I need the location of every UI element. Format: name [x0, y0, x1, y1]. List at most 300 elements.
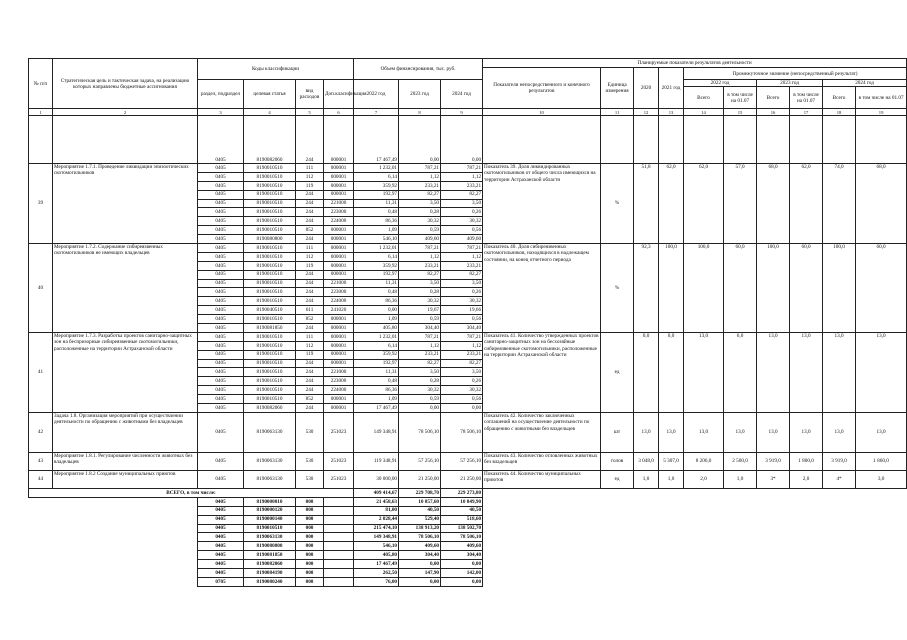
code-cell: 0405 [198, 404, 244, 413]
indicator-value-cell: 6,0 [724, 332, 757, 412]
code-cell: 0405 [198, 164, 244, 173]
code-cell: 8190010510 [244, 270, 296, 279]
code-cell: 8190010510 [244, 297, 296, 306]
code-cell: 530 [296, 412, 324, 452]
code-cell: 11,31 [354, 368, 399, 377]
code-cell: 6,14 [354, 252, 399, 261]
code-cell: 0405 [198, 116, 244, 164]
empty-cell [29, 533, 198, 542]
indicator-value-cell: 1 860,0 [856, 452, 907, 470]
totals-breakdown-row [29, 533, 907, 542]
code-cell: 852 [296, 395, 324, 404]
code-cell: 000001 [324, 315, 354, 324]
code-cell: 000001 [324, 395, 354, 404]
indicator-value-cell: 100,0 [757, 244, 790, 333]
empty-cell [29, 542, 198, 551]
code-cell: 0,48 [354, 377, 399, 386]
code-cell: 233,21 [441, 261, 483, 270]
code-cell: 8190010510 [244, 164, 296, 173]
code-cell: 8190010510 [244, 332, 296, 341]
code-cell: 78 506,10 [399, 412, 441, 452]
col-y2024: 2024 год [823, 80, 907, 87]
code-cell: 3,50 [399, 368, 441, 377]
row-number-cell: 44 [29, 470, 53, 488]
col-volume: Объем финансирования, тыс. руб. [354, 59, 483, 80]
code-cell: 119 [296, 261, 324, 270]
code-cell: 8190010510 [244, 341, 296, 350]
code-cell: 21 250,00 [441, 470, 483, 488]
empty-cell [483, 568, 907, 577]
code-cell: 546,10 [354, 542, 399, 551]
code-cell: 8190000140 [244, 515, 296, 524]
indicator-value-cell: 5 307,0 [659, 452, 684, 470]
empty-cell [724, 116, 757, 164]
code-cell: 787,21 [399, 244, 441, 253]
code-cell: 138 502,70 [441, 524, 483, 533]
code-cell: 10 849,90 [441, 497, 483, 506]
indicator-value-cell: 92,3 [634, 244, 659, 333]
empty-cell [483, 515, 907, 524]
code-cell: 17 467,49 [354, 560, 399, 569]
column-index-cell: 11 [601, 109, 634, 116]
code-cell: 405,80 [354, 551, 399, 560]
indicator-value-cell: 74,0 [823, 164, 856, 244]
code-cell: 000 [296, 568, 324, 577]
code-cell: 0,00 [441, 404, 483, 413]
column-index-cell: 10 [483, 109, 601, 116]
code-cell: 304,40 [399, 324, 441, 333]
code-cell: 3,50 [399, 279, 441, 288]
code-cell: 8190084190 [244, 568, 296, 577]
code-cell: 224000 [324, 297, 354, 306]
col-planned: Планируемые показатели результатов деятельности [483, 59, 907, 68]
code-cell: 1 232,01 [354, 164, 399, 173]
totals-row [29, 488, 907, 497]
empty-cell [29, 506, 198, 515]
code-cell: 86,36 [354, 297, 399, 306]
code-cell: 000001 [324, 190, 354, 199]
indicator-value-cell: 1,0 [634, 470, 659, 488]
code-cell: 0405 [198, 217, 244, 226]
indicator-value-cell: 13,0 [684, 412, 724, 452]
code-cell: 0405 [198, 350, 244, 359]
code-cell: 0405 [198, 341, 244, 350]
code-cell: 8190080800 [244, 542, 296, 551]
indicator-value-cell: 13,0 [856, 412, 907, 452]
budget-table-sheet [28, 58, 904, 587]
code-cell: 8190081850 [244, 551, 296, 560]
code-cell: 30,32 [399, 217, 441, 226]
totals-breakdown-row [29, 560, 907, 569]
indicator-value-cell: 2,0 [790, 470, 823, 488]
column-index-cell: 13 [659, 109, 684, 116]
indicator-value-cell: 13,0 [757, 412, 790, 452]
column-index-cell: 16 [757, 109, 790, 116]
column-index-cell: 17 [790, 109, 823, 116]
unit-cell: % [601, 164, 634, 244]
code-cell: 304,40 [441, 551, 483, 560]
code-cell: 1 232,01 [354, 332, 399, 341]
code-cell: 000001 [324, 172, 354, 181]
indicator-value-cell: 62,0 [790, 164, 823, 244]
indicator-value-cell: 1,0 [659, 470, 684, 488]
code-cell: 0405 [198, 190, 244, 199]
code-cell: 529,40 [399, 515, 441, 524]
code-cell: 8190010510 [244, 252, 296, 261]
code-cell: 0405 [198, 297, 244, 306]
indicator-value-cell: 13,0 [790, 332, 823, 412]
col-section: раздел, подраздел [198, 80, 244, 109]
code-cell: 112 [296, 341, 324, 350]
code-cell: 119 [296, 181, 324, 190]
indicator-value-cell: 3 919,0 [823, 452, 856, 470]
code-cell: 359,92 [354, 181, 399, 190]
code-cell: 000001 [324, 252, 354, 261]
code-cell: 1 232,01 [354, 244, 399, 253]
code-cell: 0405 [198, 524, 244, 533]
indicator-value-cell: 4* [823, 470, 856, 488]
col-y2023: 2023 год [757, 80, 823, 87]
code-cell: 233,21 [399, 181, 441, 190]
code-cell: 244 [296, 386, 324, 395]
code-cell: 000001 [324, 261, 354, 270]
code-cell: 119 348,91 [354, 452, 399, 470]
code-cell: 244 [296, 377, 324, 386]
code-cell: 0405 [198, 279, 244, 288]
code-cell: 0405 [198, 412, 244, 452]
code-cell: 0405 [198, 235, 244, 244]
code-cell: 0405 [198, 560, 244, 569]
row-number-cell: 39 [29, 164, 53, 244]
code-cell: 0,56 [441, 395, 483, 404]
code-cell: 1,09 [354, 315, 399, 324]
code-cell: 0405 [198, 542, 244, 551]
code-cell: 30,32 [441, 297, 483, 306]
code-cell: 0405 [198, 261, 244, 270]
code-cell: 8190010510 [244, 190, 296, 199]
budget-table [28, 58, 907, 587]
code-cell: 0405 [198, 506, 244, 515]
totals-breakdown-row [29, 497, 907, 506]
code-cell: 0405 [198, 377, 244, 386]
code-cell: 0,00 [441, 116, 483, 164]
col-indicator: Показатели непосредственного и конечного результатов [483, 68, 601, 109]
code-cell: 3,50 [441, 368, 483, 377]
measure-name-cell: Мероприятие 1.7.2. Содержание сибиреязвенных скотомогильников не имеющих владельцев [53, 244, 198, 333]
code-cell: 000001 [324, 350, 354, 359]
code-cell: 1,12 [399, 172, 441, 181]
indicator-value-cell: 13,0 [659, 412, 684, 452]
empty-cell [757, 116, 790, 164]
code-cell: 611 [296, 306, 324, 315]
indicator-value-cell: 13,0 [684, 332, 724, 412]
code-cell: 0405 [198, 395, 244, 404]
column-index-cell: 15 [724, 109, 757, 116]
table-row [29, 452, 907, 470]
code-cell: 1,09 [354, 395, 399, 404]
column-index-cell: 2 [53, 109, 198, 116]
code-cell: 244 [296, 288, 324, 297]
column-index-cell: 4 [244, 109, 296, 116]
code-cell: 0,59 [399, 315, 441, 324]
code-cell: 112 [296, 172, 324, 181]
code-cell: 0405 [198, 470, 244, 488]
row-number-cell [29, 116, 53, 164]
indicator-value-cell: 13,0 [856, 332, 907, 412]
code-cell: 0405 [198, 452, 244, 470]
code-cell: 57 256,10 [441, 452, 483, 470]
code-cell: 262,50 [354, 568, 399, 577]
indicator-value-cell: 60,0 [856, 244, 907, 333]
code-cell: 251023 [324, 412, 354, 452]
code-cell: 000 [296, 577, 324, 586]
code-cell: 8190010510 [244, 217, 296, 226]
totals-breakdown-row [29, 515, 907, 524]
code-cell: 0405 [198, 288, 244, 297]
code-cell: 8190010510 [244, 261, 296, 270]
totals-breakdown-row [29, 551, 907, 560]
table-row [29, 244, 907, 253]
code-cell: 0,00 [441, 560, 483, 569]
code-cell: 30,32 [399, 297, 441, 306]
code-cell: 111 [296, 164, 324, 173]
code-cell: 8190010510 [244, 226, 296, 235]
code-cell: 82,27 [399, 270, 441, 279]
indicator-value-cell: 3,0 [856, 470, 907, 488]
code-cell: 10 857,60 [399, 497, 441, 506]
code-cell: 244 [296, 297, 324, 306]
indicator-value-cell: 1 800,0 [790, 452, 823, 470]
code-cell: 0,00 [354, 306, 399, 315]
code-cell: 000 [296, 533, 324, 542]
code-cell: 244 [296, 190, 324, 199]
code-cell: 518,60 [441, 515, 483, 524]
code-cell: 0705 [198, 577, 244, 586]
code-cell: 223000 [324, 208, 354, 217]
row-number-cell: 43 [29, 452, 53, 470]
unit-cell: % [601, 244, 634, 333]
indicator-value-cell: 3 919,0 [757, 452, 790, 470]
indicator-value-cell: 68,0 [856, 164, 907, 244]
code-cell: 57 256,10 [399, 452, 441, 470]
code-cell: 8190010510 [244, 386, 296, 395]
col-f2023: 2023 год [399, 80, 441, 109]
code-cell: 409,60 [399, 235, 441, 244]
code-cell: 000 [296, 497, 324, 506]
code-cell: 405,80 [354, 324, 399, 333]
code-cell: 82,27 [441, 270, 483, 279]
code-cell: 86,36 [354, 386, 399, 395]
col-intermediate: Промежуточное значение (непосредственный результат) [684, 68, 907, 80]
code-cell: 241020 [324, 306, 354, 315]
code-cell: 0,26 [441, 288, 483, 297]
code-cell: 30 000,00 [354, 470, 399, 488]
column-index-cell: 14 [684, 109, 724, 116]
empty-cell [856, 116, 907, 164]
code-cell: 787,21 [441, 244, 483, 253]
table-body [29, 109, 907, 587]
col-incl-2024: в том числе на 01.07 [856, 87, 907, 109]
code-cell: 0,48 [354, 288, 399, 297]
code-cell: 000 [296, 551, 324, 560]
indicator-cell: Показатель 43. Количество отловленных животных без владельцев [483, 452, 601, 470]
code-cell: 409,60 [441, 235, 483, 244]
col-codes: Коды классификации [198, 59, 354, 80]
code-cell: 8190000010 [244, 497, 296, 506]
code-cell: 0,26 [441, 377, 483, 386]
empty-cell [324, 497, 354, 506]
totals-breakdown-row [29, 524, 907, 533]
code-cell: 0,28 [399, 377, 441, 386]
code-cell: 21 458,63 [354, 497, 399, 506]
code-cell: 40,50 [441, 506, 483, 515]
indicator-cell: Показатель 41. Количество утвержденных проектов санитарно-защитных зон на бесхозяйные сибиреязвенные скотомогильники, расположенные на территории Астраханской области [483, 332, 601, 412]
empty-cell [483, 551, 907, 560]
indicator-cell: Показатель 42. Количество заключенных соглашений на осуществление деятельности по обращению с животными без владельцев [483, 412, 601, 452]
code-cell: 221000 [324, 199, 354, 208]
empty-cell [483, 116, 601, 164]
totals-breakdown-row [29, 577, 907, 586]
row-number-cell: 41 [29, 332, 53, 412]
col-2021: 2021 год [659, 68, 684, 109]
code-cell: 8190000120 [244, 506, 296, 515]
code-cell: 000001 [324, 164, 354, 173]
code-cell: 2 028,44 [354, 515, 399, 524]
code-cell: 30,32 [399, 386, 441, 395]
code-cell: 149 348,91 [354, 412, 399, 452]
unit-cell: ед [601, 332, 634, 412]
code-cell: 82,27 [399, 190, 441, 199]
code-cell: 8190080800 [244, 235, 296, 244]
col-unit: Единица измерения [601, 68, 634, 109]
code-cell: 000001 [324, 332, 354, 341]
indicator-value-cell: 3* [757, 470, 790, 488]
code-cell: 244 [296, 368, 324, 377]
empty-cell [324, 515, 354, 524]
indicator-value-cell: 2 500,0 [724, 452, 757, 470]
code-cell: 19,67 [399, 306, 441, 315]
code-cell: 0405 [198, 270, 244, 279]
code-cell: 244 [296, 199, 324, 208]
code-cell: 000001 [324, 235, 354, 244]
code-cell: 147,90 [399, 568, 441, 577]
code-cell: 304,40 [399, 551, 441, 560]
code-cell: 8190010510 [244, 524, 296, 533]
code-cell: 0,28 [399, 288, 441, 297]
code-cell: 17 467,49 [354, 116, 399, 164]
code-cell: 000001 [324, 404, 354, 413]
column-index-cell: 1 [29, 109, 53, 116]
empty-cell [483, 577, 907, 586]
empty-cell [324, 551, 354, 560]
code-cell: 000001 [324, 116, 354, 164]
code-cell: 111 [296, 244, 324, 253]
indicator-value-cell: 8 206,0 [684, 452, 724, 470]
code-cell: 138 913,20 [399, 524, 441, 533]
code-cell: 8190082060 [244, 404, 296, 413]
code-cell: 8190010510 [244, 279, 296, 288]
code-cell: 233,21 [441, 350, 483, 359]
code-cell: 1,12 [441, 172, 483, 181]
indicator-value-cell: 0,0 [659, 332, 684, 412]
code-cell: 76,00 [354, 577, 399, 586]
empty-cell [29, 551, 198, 560]
table-row [29, 116, 907, 164]
code-cell: 3,50 [399, 199, 441, 208]
code-cell: 244 [296, 116, 324, 164]
code-cell: 0405 [198, 551, 244, 560]
empty-cell [29, 524, 198, 533]
code-cell: 787,21 [399, 164, 441, 173]
code-cell: 0,59 [399, 226, 441, 235]
totals-label: ВСЕГО, в том числе: [29, 488, 354, 497]
indicator-value-cell: 13,0 [757, 332, 790, 412]
code-cell: 304,40 [441, 324, 483, 333]
code-cell: 6,14 [354, 341, 399, 350]
col-exp-type: вид расходов [296, 80, 324, 109]
totals-breakdown-row [29, 542, 907, 551]
code-cell: 119 [296, 350, 324, 359]
indicator-value-cell: 62,0 [684, 164, 724, 244]
empty-cell [483, 497, 907, 506]
measure-name-cell: Задача 1.8. Организация мероприятий при осуществлении деятельности по обращению с животными без владельцев [53, 412, 198, 452]
col-num: № п/п [29, 59, 53, 109]
code-cell: 82,27 [441, 190, 483, 199]
code-cell: 244 [296, 270, 324, 279]
code-cell: 8190080240 [244, 577, 296, 586]
code-cell: 223000 [324, 377, 354, 386]
indicator-value-cell: 100,0 [659, 244, 684, 333]
code-cell: 8190010510 [244, 181, 296, 190]
code-cell: 0405 [198, 181, 244, 190]
column-index-cell: 18 [823, 109, 856, 116]
code-cell: 8190010510 [244, 208, 296, 217]
code-cell: 244 [296, 208, 324, 217]
code-cell: 530 [296, 452, 324, 470]
code-cell: 244 [296, 324, 324, 333]
col-goal: Стратегическая цель и тактическая задача, на реализацию которых направлены бюджетные ассигнования [53, 59, 198, 109]
code-cell: 0405 [198, 306, 244, 315]
code-cell: 78 506,10 [441, 533, 483, 542]
column-index-cell: 19 [856, 109, 907, 116]
code-cell: 000 [296, 515, 324, 524]
code-cell: 0405 [198, 332, 244, 341]
code-cell: 852 [296, 315, 324, 324]
code-cell: 3,50 [441, 199, 483, 208]
indicator-cell: Показатель 44. Количество муниципальных приютов [483, 470, 601, 488]
code-cell: 1,09 [354, 226, 399, 235]
code-cell: 8190010510 [244, 315, 296, 324]
code-cell: 8190040510 [244, 306, 296, 315]
code-cell: 0405 [198, 208, 244, 217]
code-cell: 142,00 [441, 568, 483, 577]
totals-breakdown-row [29, 506, 907, 515]
col-total-2023: Всего [757, 87, 790, 109]
table-row [29, 332, 907, 341]
code-cell: 244 [296, 279, 324, 288]
code-cell: 233,21 [399, 261, 441, 270]
code-cell: 233,21 [399, 350, 441, 359]
col-f2024: 2024 год [441, 80, 483, 109]
indicator-value-cell: 100,0 [684, 244, 724, 333]
code-cell: 8190063130 [244, 412, 296, 452]
empty-cell [324, 542, 354, 551]
empty-cell [29, 577, 198, 586]
code-cell: 8190010510 [244, 368, 296, 377]
measure-name-cell: Мероприятие 1.7.3. Разработка проектов санитарно-защитных зон на беспризорные сибиреязвенные скотомогильники, расположенные на территории Астраханской области [53, 332, 198, 412]
code-cell: 000 [296, 524, 324, 533]
code-cell: 8190010510 [244, 199, 296, 208]
